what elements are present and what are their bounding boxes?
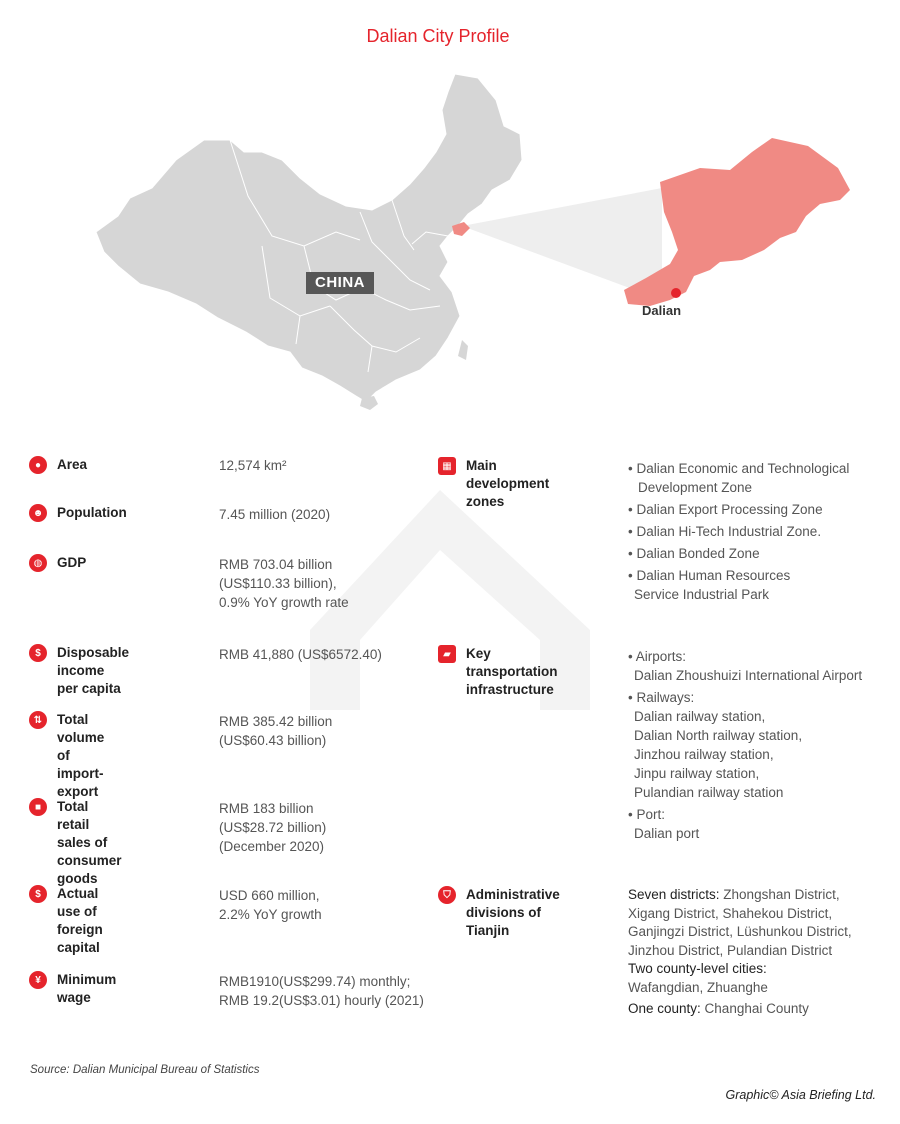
taiwan-island <box>458 340 468 360</box>
transport-list <box>628 647 862 846</box>
retail-line: RMB 183 billion <box>219 801 314 816</box>
gdp-line: (US$110.33 billion), <box>219 576 337 591</box>
dalian-dot <box>671 288 681 298</box>
gdp-line: RMB 703.04 billion <box>219 557 333 572</box>
area-label: Area <box>57 457 88 472</box>
zone-item: • Dalian Hi-Tech Industrial Zone. <box>628 524 822 539</box>
admin-label-line: Administrative <box>466 887 560 902</box>
zone-item: • Dalian Economic and Technological Development Zone <box>628 461 850 495</box>
page-title: Dalian City Profile <box>366 26 510 46</box>
hand-coin-icon: ¥ <box>29 971 47 989</box>
income-label-line: per capita <box>57 681 121 696</box>
dollar-coin-icon: $ <box>29 885 47 903</box>
retail-line: (US$28.72 billion) <box>219 820 327 835</box>
zone-item: • Dalian Human Resources Service Industrial Park <box>628 568 791 602</box>
fdi-label-line: Actual use of foreign <box>57 886 103 937</box>
cities-value: Wafangdian, Zhuanghe <box>628 979 768 995</box>
zones-list <box>628 459 849 607</box>
coin-icon: $ <box>29 644 47 662</box>
china-outline <box>96 74 522 402</box>
county-line: One county: Changhai County <box>628 1001 809 1016</box>
country-label: CHINA <box>306 272 374 294</box>
trade-value <box>219 712 332 750</box>
trade-line: RMB 385.42 billion <box>219 714 333 729</box>
truck-icon: ▰ <box>438 645 456 663</box>
fdi-value <box>219 886 322 924</box>
districts-line: Xigang District, Shahekou District, <box>628 905 833 921</box>
admin-label <box>466 886 560 940</box>
building-icon: ▦ <box>438 457 456 475</box>
income-label-line: Disposable income <box>57 645 130 678</box>
zones-label-line: zones <box>466 494 505 509</box>
districts-line: Ganjingzi District, Lüshunkou District, <box>628 924 852 939</box>
retail-label-line: consumer goods <box>57 853 122 886</box>
fdi-line: 2.2% YoY growth <box>219 907 322 922</box>
box-icon: ■ <box>29 798 47 816</box>
fdi-label-line: capital <box>57 940 100 955</box>
districts-line: Jinzhou District, Pulandian District <box>628 942 833 958</box>
shield-icon: ⛉ <box>438 886 456 904</box>
admin-label-line: divisions of Tianjin <box>466 905 542 938</box>
area-value: 12,574 km² <box>219 458 287 473</box>
wage-line: RMB1910(US$299.74) monthly; <box>219 974 411 989</box>
airports-item: • Airports: Dalian Zhoushuizi International Airport <box>628 649 863 683</box>
zones-label-line: Main development <box>466 458 550 491</box>
transport-label-line: infrastructure <box>466 682 554 697</box>
admin-divisions <box>628 886 852 1019</box>
retail-line: (December 2020) <box>219 839 325 854</box>
port-item: • Port: Dalian port <box>628 807 700 841</box>
population-value: 7.45 million (2020) <box>219 507 331 522</box>
districts-line: Seven districts: Zhongshan District, <box>628 887 840 902</box>
source-note: Source: Dalian Municipal Bureau of Statistics <box>30 1064 260 1076</box>
population-label: Population <box>57 505 127 520</box>
people-icon: ☻ <box>29 504 47 522</box>
zone-item: • Dalian Export Processing Zone <box>628 502 823 517</box>
globe-icon: ◍ <box>29 554 47 572</box>
cities-heading: Two county-level cities: <box>628 961 767 976</box>
trade-label-line: Total volume of <box>57 712 105 763</box>
fdi-line: USD 660 million, <box>219 888 320 903</box>
transport-label <box>466 645 558 699</box>
china-map <box>0 60 880 420</box>
gdp-label: GDP <box>57 555 87 570</box>
credit-note: Graphic© Asia Briefing Ltd. <box>725 1088 876 1102</box>
transport-label-line: Key transportation <box>466 646 558 679</box>
zones-label <box>466 457 549 511</box>
hainan-island <box>360 396 378 410</box>
wage-value <box>219 972 424 1010</box>
trade-label-line: import-export <box>57 766 104 799</box>
trade-line: (US$60.43 billion) <box>219 733 327 748</box>
fdi-label <box>57 885 103 957</box>
trade-label <box>57 711 104 801</box>
railways-item: • Railways: Dalian railway station, Dalian North railway station, Jinzhou railway station, Jinpu railway station, Pulandian railway station <box>628 690 803 800</box>
retail-value <box>219 799 326 856</box>
zone-item: • Dalian Bonded Zone <box>628 546 760 561</box>
exchange-icon: ⇅ <box>29 711 47 729</box>
gdp-line: 0.9% YoY growth rate <box>219 595 349 610</box>
wage-line: RMB 19.2(US$3.01) hourly (2021) <box>219 993 424 1008</box>
retail-label-line: Total retail sales of <box>57 799 108 850</box>
gdp-value <box>219 555 349 612</box>
wage-label: Minimum wage <box>57 972 117 1005</box>
income-label <box>57 644 129 698</box>
income-value: RMB 41,880 (US$6572.40) <box>219 647 382 662</box>
city-label: Dalian <box>642 303 682 318</box>
callout-wedge <box>462 188 662 300</box>
retail-label <box>57 798 122 888</box>
location-pin-icon: ● <box>29 456 47 474</box>
